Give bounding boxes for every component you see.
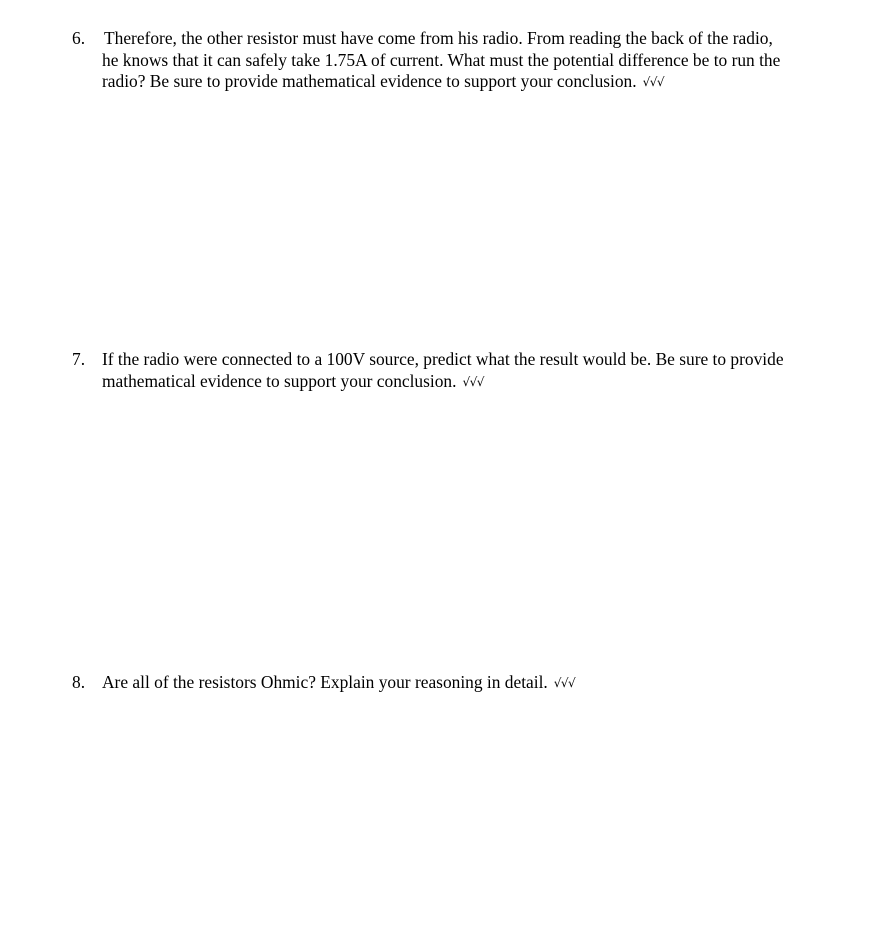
question-number: 7. — [72, 349, 86, 369]
question-number: 8. — [72, 672, 86, 692]
question-number: 6. — [72, 28, 86, 48]
question-text — [102, 672, 862, 696]
question-text — [102, 349, 862, 394]
checkmarks: √√√ — [642, 75, 665, 89]
question-line: Therefore, the other resistor must have come from his radio. From reading the back of the radio, — [104, 28, 773, 48]
question-line-last — [102, 371, 862, 395]
checkmarks: √√√ — [553, 676, 576, 690]
question-line: If the radio were connected to a 100V source, predict what the result would be. Be sure to provide — [102, 349, 784, 369]
checkmarks: √√√ — [462, 374, 484, 389]
question-line-last — [102, 71, 862, 95]
question-line-text: Are all of the resistors Ohmic? Explain your reasoning in detail. — [102, 672, 548, 692]
question-line-last — [102, 672, 862, 696]
question-line-text: mathematical evidence to support your conclusion. — [102, 370, 457, 391]
question-line: he knows that it can safely take 1.75A of current. What must the potential difference be to run the — [102, 49, 781, 70]
question-7 — [72, 349, 862, 394]
question-line-text: radio? Be sure to provide mathematical evidence to support your conclusion. — [102, 71, 637, 91]
question-8 — [72, 672, 862, 696]
question-6 — [72, 28, 862, 95]
question-text — [102, 28, 862, 95]
